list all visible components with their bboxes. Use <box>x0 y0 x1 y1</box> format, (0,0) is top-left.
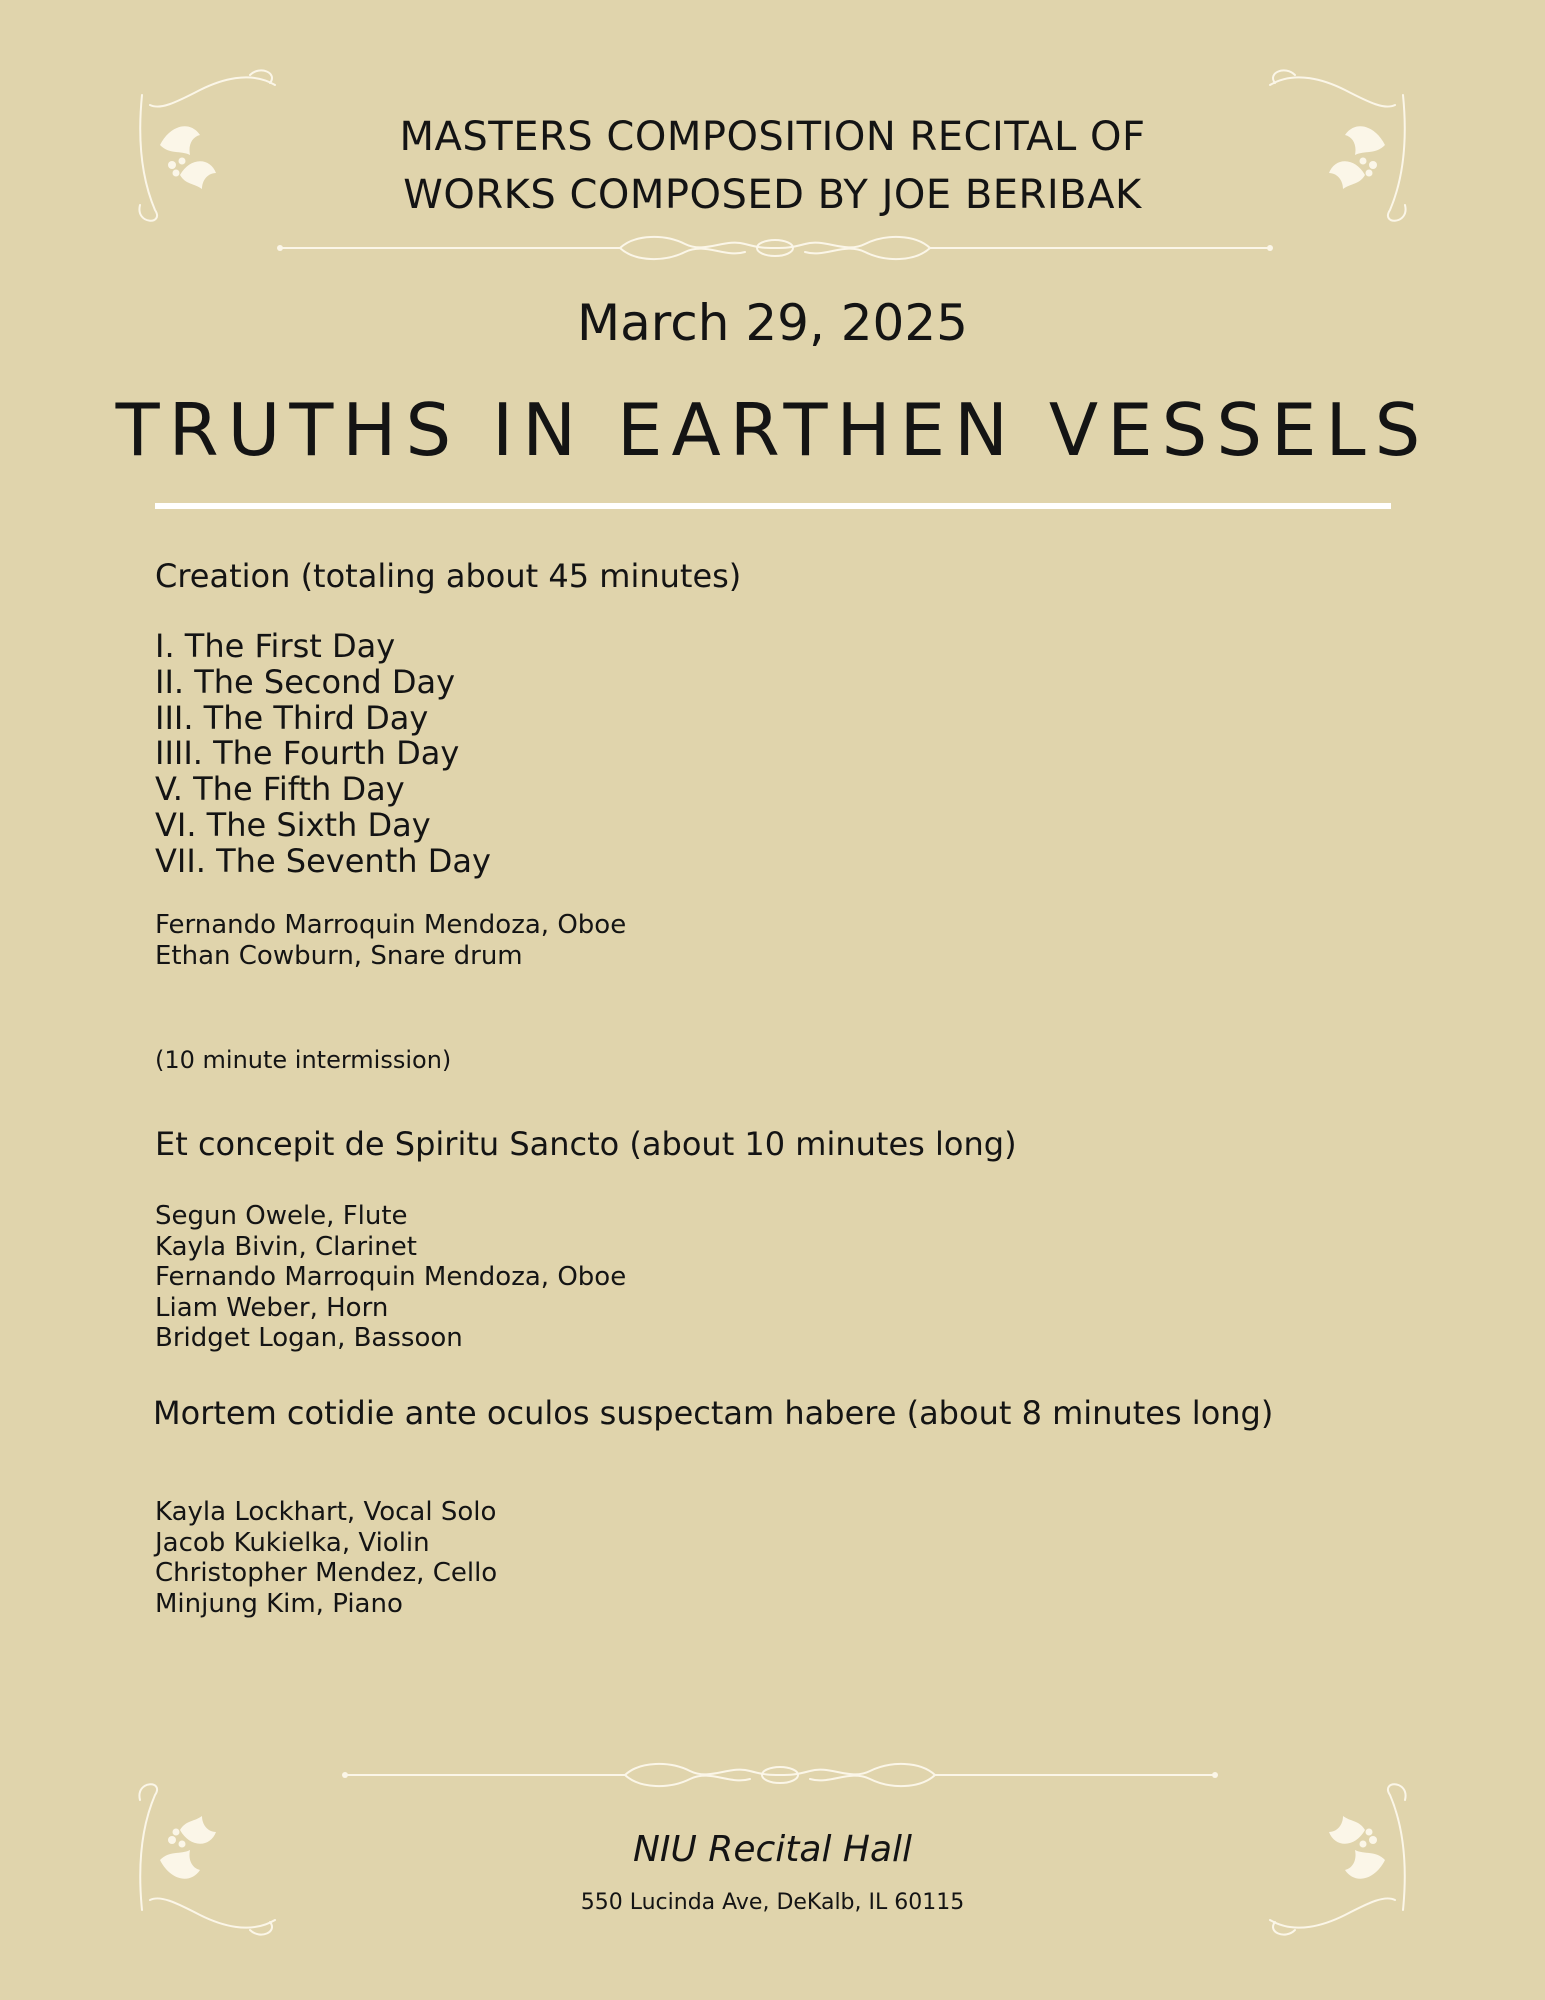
movement-item: V. The Fifth Day <box>155 770 405 809</box>
performer-item: Liam Weber, Horn <box>155 1292 389 1323</box>
performer-item: Jacob Kukielka, Violin <box>155 1527 430 1558</box>
movement-item: I. The First Day <box>155 627 396 665</box>
venue-name: NIU Recital Hall <box>632 1829 913 1870</box>
movement-item: II. The Second Day <box>155 662 456 701</box>
creation-heading: Creation (totaling about 45 minutes) <box>155 557 742 595</box>
performer-item: Bridget Logan, Bassoon <box>155 1323 463 1353</box>
venue-address: 550 Lucinda Ave, DeKalb, IL 60115 <box>580 1890 965 1915</box>
performer-item: Ethan Cowburn, Snare drum <box>155 940 523 971</box>
performer-item: Kayla Bivin, Clarinet <box>155 1231 417 1262</box>
movement-item: VI. The Sixth Day <box>155 805 431 844</box>
intermission-note: (10 minute intermission) <box>155 1046 452 1074</box>
recital-heading-line-2: WORKS COMPOSED BY JOE BERIBAK <box>403 172 1142 218</box>
recital-heading-line-1: MASTERS COMPOSITION RECITAL OF <box>399 114 1146 160</box>
flourish-divider-bottom <box>340 1755 1220 1795</box>
performer-item: Minjung Kim, Piano <box>155 1588 403 1619</box>
movement-item: IIII. The Fourth Day <box>155 734 460 773</box>
movement-item: VII. The Seventh Day <box>155 841 491 880</box>
recital-title: TRUTHS IN EARTHEN VESSELS <box>115 388 1430 472</box>
title-divider-rule <box>155 503 1391 509</box>
performer-item: Kayla Lockhart, Vocal Solo <box>155 1497 497 1527</box>
et-concepit-performer-list <box>155 1201 626 1354</box>
mortem-heading: Mortem cotidie ante oculos suspectam habere (about 8 minutes long) <box>153 1394 1274 1432</box>
performer-item: Fernando Marroquin Mendoza, Oboe <box>155 1262 627 1292</box>
performer-item: Segun Owele, Flute <box>155 1201 408 1231</box>
mortem-performer-list <box>155 1497 497 1619</box>
recital-heading <box>0 108 1545 224</box>
performer-item: Fernando Marroquin Mendoza, Oboe <box>155 910 627 940</box>
flourish-divider-top <box>275 228 1275 268</box>
creation-performer-list <box>155 910 626 971</box>
performer-item: Christopher Mendez, Cello <box>155 1558 498 1588</box>
et-concepit-heading: Et concepit de Spiritu Sancto (about 10 minutes long) <box>155 1125 1017 1163</box>
movement-item: III. The Third Day <box>155 698 429 737</box>
creation-movement-list <box>155 629 491 880</box>
recital-date: March 29, 2025 <box>577 294 968 352</box>
